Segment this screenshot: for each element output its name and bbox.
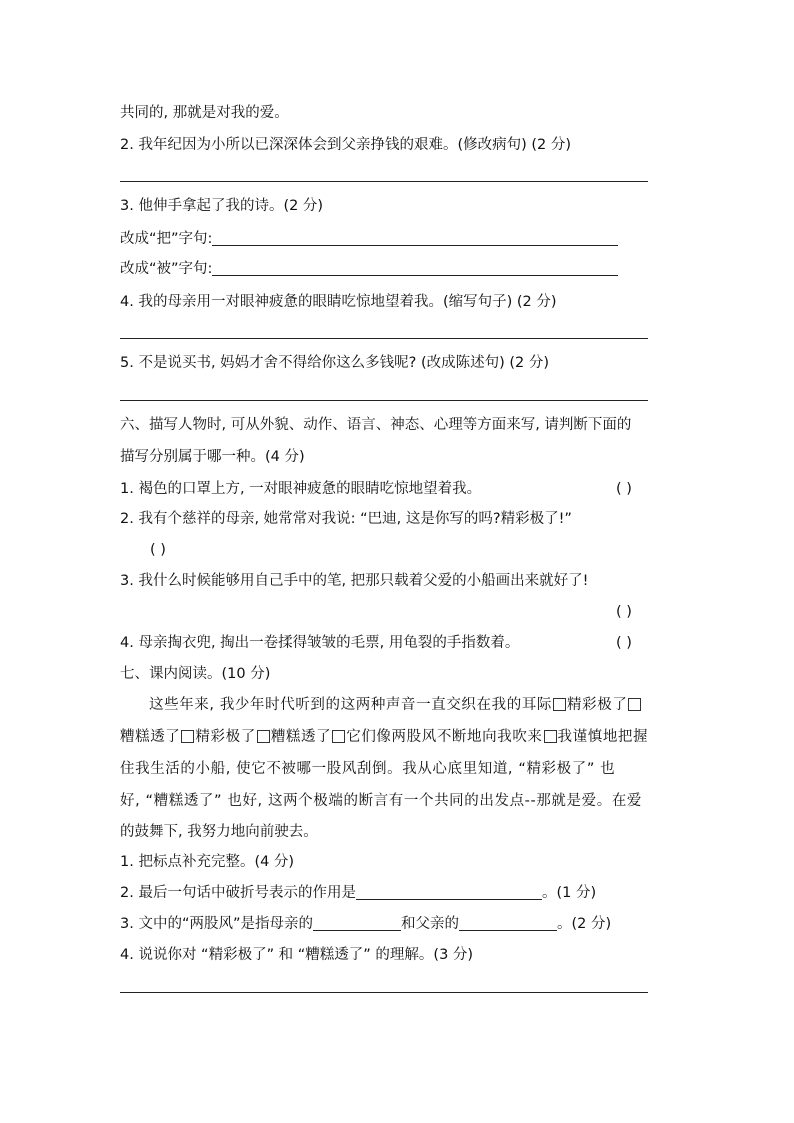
s6-item1: 1. 褐色的口罩上方, 一对眼神疲惫的眼睛吃惊地望着我。 [120, 481, 482, 497]
punct-blank-3[interactable] [181, 730, 194, 743]
s7-q2-blank[interactable] [356, 883, 542, 900]
s7-q3-mid: 和父亲的 [400, 916, 459, 932]
passage-line-3: 住我生活的小船, 使它不被哪一股风刮倒。我从心底里知道, “精彩极了” 也 [120, 761, 616, 777]
ba-label: 改成“把”字句: [120, 231, 213, 247]
passage-text-6: 它们像两股风不断地向我吹来 [346, 729, 543, 745]
ba-answer-blank[interactable] [212, 229, 618, 246]
bei-answer-blank[interactable] [212, 259, 618, 276]
passage-text-7: 我谨慎地把握 [557, 729, 649, 745]
passage-line-5: 的鼓舞下, 我努力地向前驶去。 [120, 824, 318, 840]
passage-text-2: 精彩极了 [567, 697, 628, 713]
q3-ba-sentence [120, 229, 618, 249]
punct-blank-4[interactable] [257, 730, 270, 743]
q5-statement: 5. 不是说买书, 妈妈才舍不得给你这么多钱呢? (改成陈述句) (2 分) [120, 355, 550, 371]
passage-line-4: 好, “糟糕透了” 也好, 这两个极端的断言有一个共同的出发点--那就是爱。在爱 [120, 793, 643, 809]
s7-q2-score: 。(1 分) [541, 885, 597, 901]
q3-rewrite: 3. 他伸手拿起了我的诗。(2 分) [120, 198, 324, 214]
s6-item2: 2. 我有个慈祥的母亲, 她常常对我说: “巴迪, 这是你写的吗?精彩极了!” [120, 511, 572, 527]
passage-text-3: 糟糕透了 [120, 729, 181, 745]
s7-q3-blank-father[interactable] [459, 914, 557, 931]
section7-heading: 七、课内阅读。(10 分) [120, 666, 271, 682]
bei-label: 改成“被”字句: [120, 261, 213, 277]
passage-line-2 [120, 727, 648, 747]
s7-q4: 4. 说说你对 “精彩极了” 和 “糟糕透了” 的理解。(3 分) [120, 947, 474, 963]
s7-q3 [120, 914, 611, 934]
answer-line-s7-q4[interactable] [120, 992, 648, 993]
answer-line-q2[interactable] [120, 181, 648, 182]
passage-text-4: 精彩极了 [195, 729, 256, 745]
s7-q3-score: 。(2 分) [556, 916, 612, 932]
q3-bei-sentence [120, 259, 618, 279]
s6-item3: 3. 我什么时候能够用自己手中的笔, 把那只载着父爱的小船画出来就好了! [120, 573, 589, 589]
punct-blank-1[interactable] [553, 698, 566, 711]
s6-item1-answer[interactable]: ( ) [616, 481, 632, 497]
section6-heading-cont: 描写分别属于哪一种。(4 分) [120, 449, 305, 465]
answer-tail-line: 共同的, 那就是对我的爱。 [120, 105, 289, 121]
s6-item2-answer[interactable]: ( ) [150, 542, 166, 558]
s7-q2-text: 2. 最后一句话中破折号表示的作用是 [120, 885, 356, 901]
passage-text-1: 这些年来, 我少年时代听到的这两种声音一直交织在我的耳际 [149, 697, 553, 713]
s7-q2 [120, 883, 596, 903]
q2-fix-sentence: 2. 我年纪因为小所以已深深体会到父亲挣钱的艰难。(修改病句) (2 分) [120, 137, 572, 153]
q4-shorten: 4. 我的母亲用一对眼神疲惫的眼睛吃惊地望着我。(缩写句子) (2 分) [120, 294, 557, 310]
section6-heading: 六、描写人物时, 可从外貌、动作、语言、神态、心理等方面来写, 请判断下面的 [120, 417, 632, 433]
s7-q1: 1. 把标点补充完整。(4 分) [120, 854, 295, 870]
punct-blank-6[interactable] [544, 730, 557, 743]
answer-line-q5[interactable] [120, 400, 648, 401]
s6-item3-answer[interactable]: ( ) [616, 604, 632, 620]
passage-line-1 [149, 695, 642, 715]
punct-blank-2[interactable] [628, 698, 641, 711]
s7-q3-text: 3. 文中的“两股风”是指母亲的 [120, 916, 313, 932]
s6-item4-answer[interactable]: ( ) [616, 635, 632, 651]
s6-item4: 4. 母亲掏衣兜, 掏出一卷揉得皱皱的毛票, 用龟裂的手指数着。 [120, 635, 520, 651]
answer-line-q4[interactable] [120, 338, 648, 339]
s7-q3-blank-mother[interactable] [313, 914, 401, 931]
passage-text-5: 糟糕透了 [270, 729, 332, 745]
punct-blank-5[interactable] [332, 730, 345, 743]
